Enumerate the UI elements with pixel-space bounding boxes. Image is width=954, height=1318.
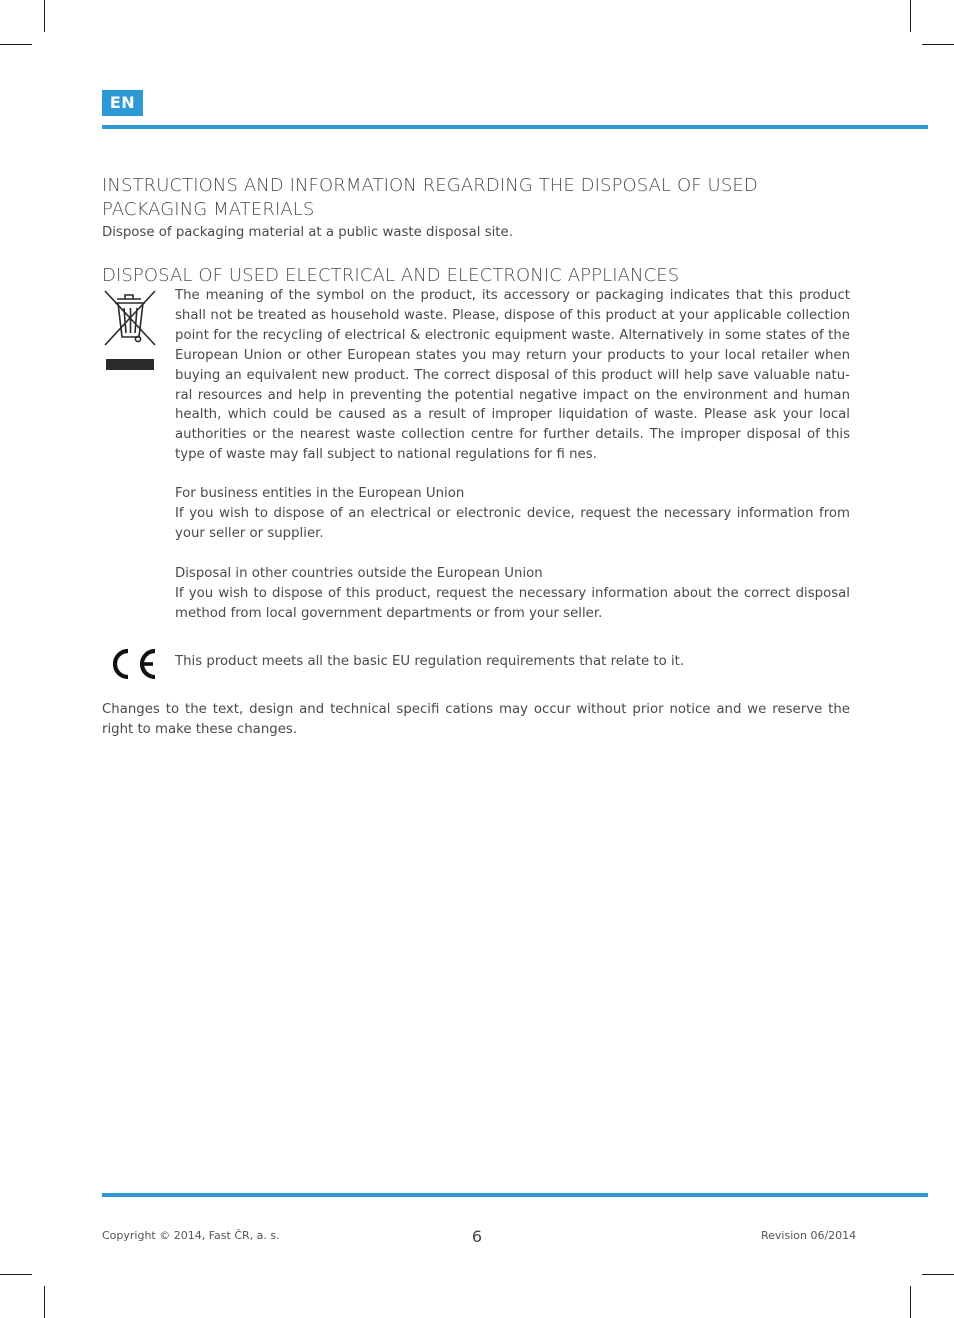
ce-statement: This product meets all the basic EU regulation requirements that relate to it.	[175, 654, 685, 669]
crop-mark	[922, 1274, 954, 1275]
header-divider	[102, 125, 928, 129]
business-heading: For business entities in the European Union	[175, 486, 465, 501]
outside-eu-heading: Disposal in other countries outside the European Union	[175, 566, 543, 581]
copyright-text: Copyright © 2014, Fast ČR, a. s.	[102, 1229, 280, 1242]
weee-section-title: DISPOSAL OF USED ELECTRICAL AND ELECTRONIC APPLIANCES	[102, 265, 680, 286]
business-body: If you wish to dispose of an electrical or electronic device, request the necessary information from your seller or supplier.	[175, 506, 850, 541]
ce-mark-icon	[106, 647, 158, 681]
crossed-out-wheelie-bin-icon	[103, 289, 157, 371]
changes-note: Changes to the text, design and technical specifi cations may occur without prior notice and we reserve the right to make these changes.	[102, 702, 850, 737]
revision-text: Revision 06/2014	[761, 1229, 857, 1242]
footer-divider	[102, 1193, 928, 1197]
page-number: 6	[471, 1227, 483, 1246]
packaging-section-title	[102, 174, 852, 222]
crop-mark	[44, 0, 45, 32]
crop-mark	[910, 0, 911, 32]
crop-mark	[0, 1274, 32, 1275]
crop-mark	[0, 44, 32, 45]
packaging-body: Dispose of packaging material at a public waste disposal site.	[102, 225, 513, 240]
language-badge: EN	[102, 90, 143, 116]
packaging-title-line-2: PACKAGING MATERIALS	[102, 199, 315, 220]
weee-body: The meaning of the symbol on the product, its accessory or packaging indicates that this product shall not be treated as household waste. Please, dispose of this product at your applicable collection point for the recycling of electrical & electronic equipment waste. Alternatively in some states of the European Union or other European states you may return your products to your local retailer when buying an equivalent new product. The correct disposal of this product will help save valuable natu-ral resources and help in preventing the potential negative impact on the environment and human health, which could be caused as a result of improper liquidation of waste. Please ask your local authorities or the nearest waste collection centre for further details. The improper disposal of this type of waste may fall subject to national regulations for fi nes.	[175, 288, 850, 463]
crop-mark	[44, 1286, 45, 1318]
crop-mark	[910, 1286, 911, 1318]
outside-eu-body: If you wish to dispose of this product, request the necessary information about the correct disposal method from local government departments or from your seller.	[175, 586, 850, 621]
packaging-title-line-1: INSTRUCTIONS AND INFORMATION REGARDING THE DISPOSAL OF USED	[102, 175, 758, 196]
crop-mark	[922, 44, 954, 45]
